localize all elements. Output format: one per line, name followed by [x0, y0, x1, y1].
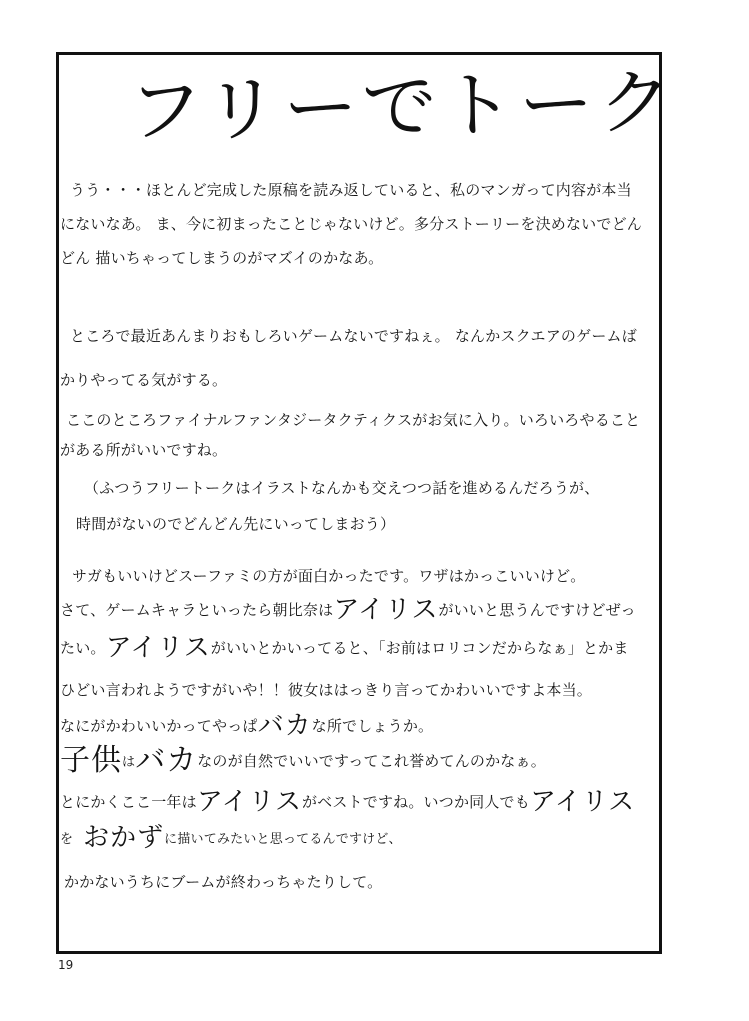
- text-line-5: かりやってる気がする。: [60, 371, 228, 389]
- page-title: フリーでトーク: [127, 59, 678, 153]
- text-line-7: がある所がいいですね。: [60, 441, 228, 459]
- text-segment: がベストですね。いつか同人でも: [301, 793, 530, 811]
- text-line-9: 時間がないのでどんどん先にいってしまおう）: [76, 515, 396, 533]
- text-line-4: ところで最近あんまりおもしろいゲームないですねぇ。 なんかスクエアのゲームば: [70, 327, 637, 345]
- text-line-18: かかないうちにブームが終わっちゃたりして。: [64, 873, 383, 891]
- emphasis-kodomo: 子供: [60, 743, 122, 778]
- text-segment: とにかくここ一年は: [60, 793, 197, 811]
- text-line-11: [60, 596, 636, 624]
- text-segment: なのが自然でいいですってこれ誉めてんのかなぁ。: [197, 752, 546, 770]
- text-line-8: （ふつうフリートークはイラストなんかも交えつつ話を進めるんだろうが、: [84, 479, 600, 497]
- text-segment: なにがかわいいかってやっぱ: [60, 717, 258, 735]
- emphasis-baka: バカ: [257, 711, 312, 741]
- text-line-6: ここのところファイナルファンタジータクティクスがお気に入り。いろいろやること: [66, 411, 641, 429]
- text-segment: に描いてみたいと思ってるんですけど、: [164, 832, 402, 847]
- text-segment: たい。: [60, 639, 106, 657]
- text-line-15: [60, 743, 546, 778]
- emphasis-okazu: おかず: [83, 823, 165, 853]
- emphasis-iris: アイリス: [196, 787, 302, 817]
- text-line-1: うう・・・ほとんど完成した原稿を読み返していると、私のマンガって内容が本当: [70, 181, 632, 199]
- text-segment: な所でしょうか。: [311, 717, 434, 735]
- text-segment: さて、ゲームキャラといったら朝比奈は: [60, 601, 334, 619]
- emphasis-iris: アイリス: [529, 787, 636, 817]
- text-segment: は: [122, 755, 136, 770]
- emphasis-iris: アイリス: [333, 595, 439, 625]
- emphasis-iris: アイリス: [105, 633, 211, 663]
- text-line-13: ひどい言われようですがいや！！彼女ははっきり言ってかわいいですよ本当。: [60, 681, 593, 699]
- text-segment: がいいとかいってると、「お前はロリコンだからなぁ」とかま: [210, 639, 629, 657]
- text-line-3: どん 描いちゃってしまうのがマズイのかなあ。: [60, 249, 384, 267]
- page-number: 19: [58, 958, 74, 972]
- emphasis-baka: バカ: [135, 743, 198, 778]
- text-line-10: サガもいいけどスーファミの方が面白かったです。ワザはかっこいいけど。: [72, 567, 586, 585]
- text-line-12: [60, 634, 629, 662]
- text-segment: を: [60, 832, 74, 847]
- text-segment: がいいと思うんですけどぜっ: [438, 601, 636, 619]
- text-line-2: にないなあ。 ま、今に初まったことじゃないけど。多分ストーリーを決めないでどん: [60, 215, 642, 233]
- text-line-16: [60, 788, 635, 816]
- text-line-17: [60, 824, 402, 852]
- text-line-14: [60, 712, 433, 740]
